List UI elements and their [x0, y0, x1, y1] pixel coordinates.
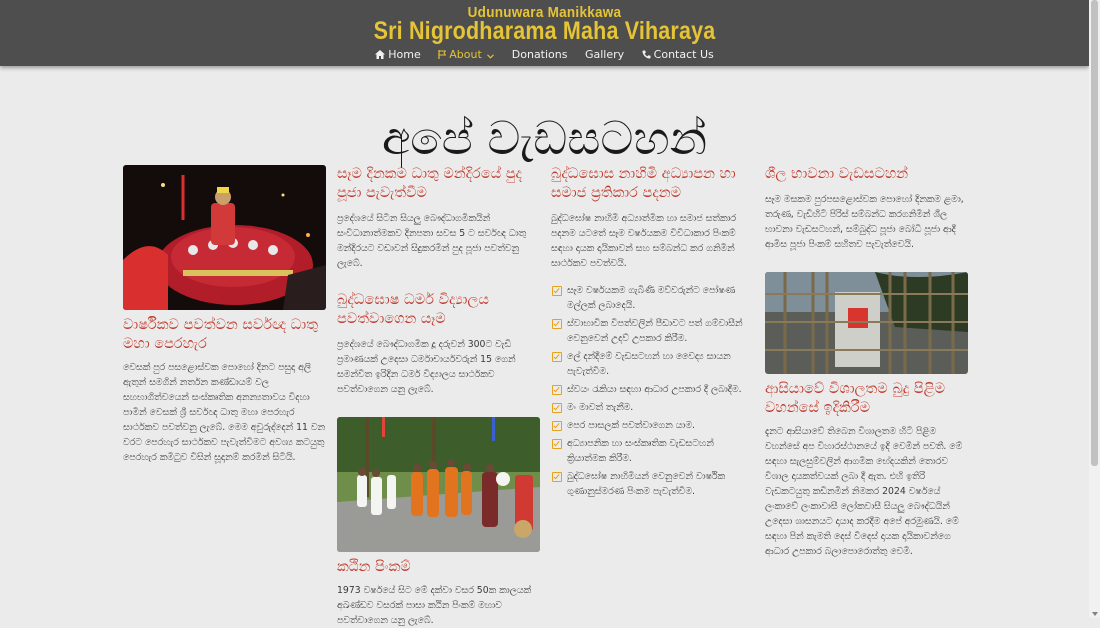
nav-contact-label: Contact Us: [653, 48, 714, 61]
meditation-text: සෑම මසකම පුරපසළොස්වක පොහෝ දිනකම ළමා, තරුණ, වැඩිහිටි පිරිස් සම්බන්ධ කරගනිමින් ශීල භාවනා වැඩසටහන්, සම්බුද්ධ පූජා බෝධි පූජා ආදී ආමිස පූජා පිංකම් සහිතව පැවැත්වෙයි.: [765, 194, 964, 250]
site-header: [0, 0, 1089, 66]
main-nav: [0, 48, 1089, 61]
checkbox-icon: [552, 286, 562, 296]
checkbox-icon: [552, 403, 562, 413]
foundation-activities: [551, 283, 754, 499]
nav-about-label: About: [449, 48, 482, 61]
phone-icon: [642, 50, 651, 59]
nav-gallery[interactable]: Gallery: [584, 48, 625, 61]
checkbox-icon: [552, 319, 562, 329]
list-item: [551, 382, 754, 397]
list-item: [551, 349, 754, 379]
list-item-text: බුද්ධඝෝෂ නාහිමියන් වෙනුවෙන් වාර්ෂික ගුණානුස්මරණ පිංකම පැවැත්වීම.: [567, 471, 726, 497]
list-item-text: මං මාවත් තැනීම.: [567, 402, 634, 413]
list-item: [551, 316, 754, 346]
program-foundation: [551, 165, 754, 502]
page-title: අපේ වැඩසටහන්: [381, 110, 708, 165]
checkbox-icon: [552, 472, 562, 482]
perahera-title: වාර්ෂිකව පවත්වන සර්වඥ ධාතු මහා පෙරහැර: [123, 317, 318, 352]
program-puja: [337, 165, 540, 628]
kathina-text: 1973 වර්ෂයේ සිට මේ දක්වා වසර 50ක කාලයක් අඛණ්ඩව වසරක් පාසා කඨින පිංකම් මහාව පවත්වාගෙන යනු ලැබේ.: [337, 585, 532, 626]
program-meditation: [765, 165, 968, 559]
scroll-down-arrow[interactable]: [1092, 612, 1098, 616]
puja-title: සෑම දිනකම ධාතු මන්දිරයේ පුද පූජා පැවැත්වීම: [337, 166, 522, 201]
list-item: [551, 418, 754, 433]
nav-donations[interactable]: Donations: [511, 48, 568, 61]
perahera-elephant-photo[interactable]: [123, 165, 326, 310]
list-item-text: පෙර පාසලක් පවත්වාගෙන යාම.: [567, 420, 695, 431]
site-title[interactable]: Sri Nigrodharama Maha Viharaya: [373, 17, 716, 45]
list-item-text: ස්වයං රැකියා සඳහා ආධාර උපකාර දී ලබාදීම.: [567, 384, 742, 395]
statue-title: ආසියාවේ විශාලතම බුදු පිළිම වහන්සේ ඉදිකිරීම: [765, 381, 946, 416]
list-item: [551, 469, 754, 499]
nav-contact[interactable]: [642, 48, 714, 61]
flag-icon: [438, 50, 446, 59]
nav-about[interactable]: [438, 48, 494, 61]
list-item-text: අධ්‍යාපනික හා සංස්කෘතික වැඩසටහන් ක්‍රියාත්මක කිරීම.: [567, 438, 714, 464]
chevron-down-icon: [487, 54, 494, 59]
list-item-text: ලේ දන්දීමේ වැඩසටහන් හා වෛද්‍ය සායන පැවැත්වීම.: [567, 351, 731, 377]
kathina-title: කඨින පිංකම්: [337, 559, 411, 575]
perahera-text: වෙසක් පුර පසළොස්වක පොහෝ දිනට පසුදා අලි ඇතුන් සමගින් නර්තන කණ්ඩායම් වල සහභාගිත්වයෙන් සංස්කෘතික අනන්‍යතාවය විදහා පාමින් වෙසක් ශ්‍රී සර්වඥ ධාතු මහා පෙරහැර සාර්ථකව පවත්වනු ලැබේ. මෙම අවුරුද්දෙන් 11 වන වරට පෙරහැර සාර්ථකව පැවැත්වීමට අවශ්‍ය කටයුතු පෙරහැර කමිටුව විසින් සූදානම් කරමින් සිටියි.: [123, 362, 326, 463]
list-item-text: සෑම වර්ෂයකම ගැබිණි මව්වරුන්ට පෝෂණ මල්ලක් ලබාදෙයි.: [567, 285, 736, 311]
nav-home-label: Home: [388, 48, 421, 61]
list-item: [551, 436, 754, 466]
checkbox-icon: [552, 439, 562, 449]
list-item-text: ස්වාභාවික විපත්වලින් පීඩාවට පත් ගම්වාසීන් වෙනුවෙන් උදව් උපකාර කිරීම.: [567, 318, 743, 344]
scrollbar[interactable]: [1089, 0, 1100, 618]
list-item: [551, 400, 754, 415]
kathina-procession-photo[interactable]: [337, 417, 540, 552]
program-perahera: [123, 165, 326, 465]
meditation-title: ශීල භාවනා වැඩසටහන්: [765, 166, 909, 182]
list-item: [551, 283, 754, 313]
dhamma-school-text: ප්‍රදේශයේ බෞද්ධාගමික දූ දරුවන් 300ට වැඩි ප්‍රමාණයක් උදෙසා ධර්මාචාර්යවරුන් 15 ගෙන් සමන්විත ඉරිදින ධර්ම විද්‍යාලය සාර්ථකව පවත්වාගෙන යනු ලැබේ.: [337, 339, 516, 395]
checkbox-icon: [552, 421, 562, 431]
buddha-statue-construction-photo[interactable]: [765, 272, 968, 374]
scrollbar-thumb[interactable]: [1091, 0, 1098, 466]
statue-text: දැනට ආසියාවේ තිබෙන විශාලතම හිටි පිළිම වහන්සේ අප විහාරස්ථානයේ ඉදි වෙමින් පවතී. මේ සඳහා සැලසුම්වලින් ආගමික භේදයකින් තොරව විශාල දායකත්වයක් ලබා දී ඇත. එහි ඉතිරි වැඩකටයුතු කඩිනමින් නිමකර 2024 වර්ෂයේ ලංකාවේ ලංකාවාසී ලෝකවාසී සියලු බෞද්ධයින් උදෙසා ශාසනයට දායාද කරදීම අපේ අරමුණයි. මේ සඳහා පින් කැමති දෙස් විදෙස් දායක දායිකාවන්ගෙ ආධාර උපකාර බලාපොරොත්තු වෙමි.: [765, 426, 963, 557]
home-icon: [375, 50, 385, 59]
foundation-text: බුද්ධඝෝෂ නාහිමි අධ්‍යාත්මික හා සමාජ සත්කාර පදනම යටතේ සෑම වර්ෂයකම විවිධාකාර පිංකම් සඳහා දායක දායිකාවන් සහ සම්බන්ධ කර ගනිමින් සාර්ථකව පවත්වයි.: [551, 213, 737, 269]
foundation-title: බුද්ධඝොස නාහිමි අධ්‍යාපන හා සමාජ ප්‍රතිකාර පදනම: [551, 166, 736, 201]
checkbox-icon: [552, 352, 562, 362]
puja-text: ප්‍රදේශයේ සිටින සියලු බෞද්ධාගමිකයින් සංවිධානාත්මකව දිනපතා සවස 5 ට සර්වඥ ධාතු මන්දිරයට වඩාවන් සිදුකරමින් පුද පූජා පවත්වනු ලැබේ.: [337, 213, 527, 269]
nav-home[interactable]: [375, 48, 420, 61]
checkbox-icon: [552, 385, 562, 395]
dhamma-school-title: බුද්ධඝොෂ ධර්ම විද්‍යාලය පවත්වාගෙන යෑම: [337, 292, 489, 327]
site-subtitle: Udunuwara Manikkawa: [467, 4, 622, 21]
